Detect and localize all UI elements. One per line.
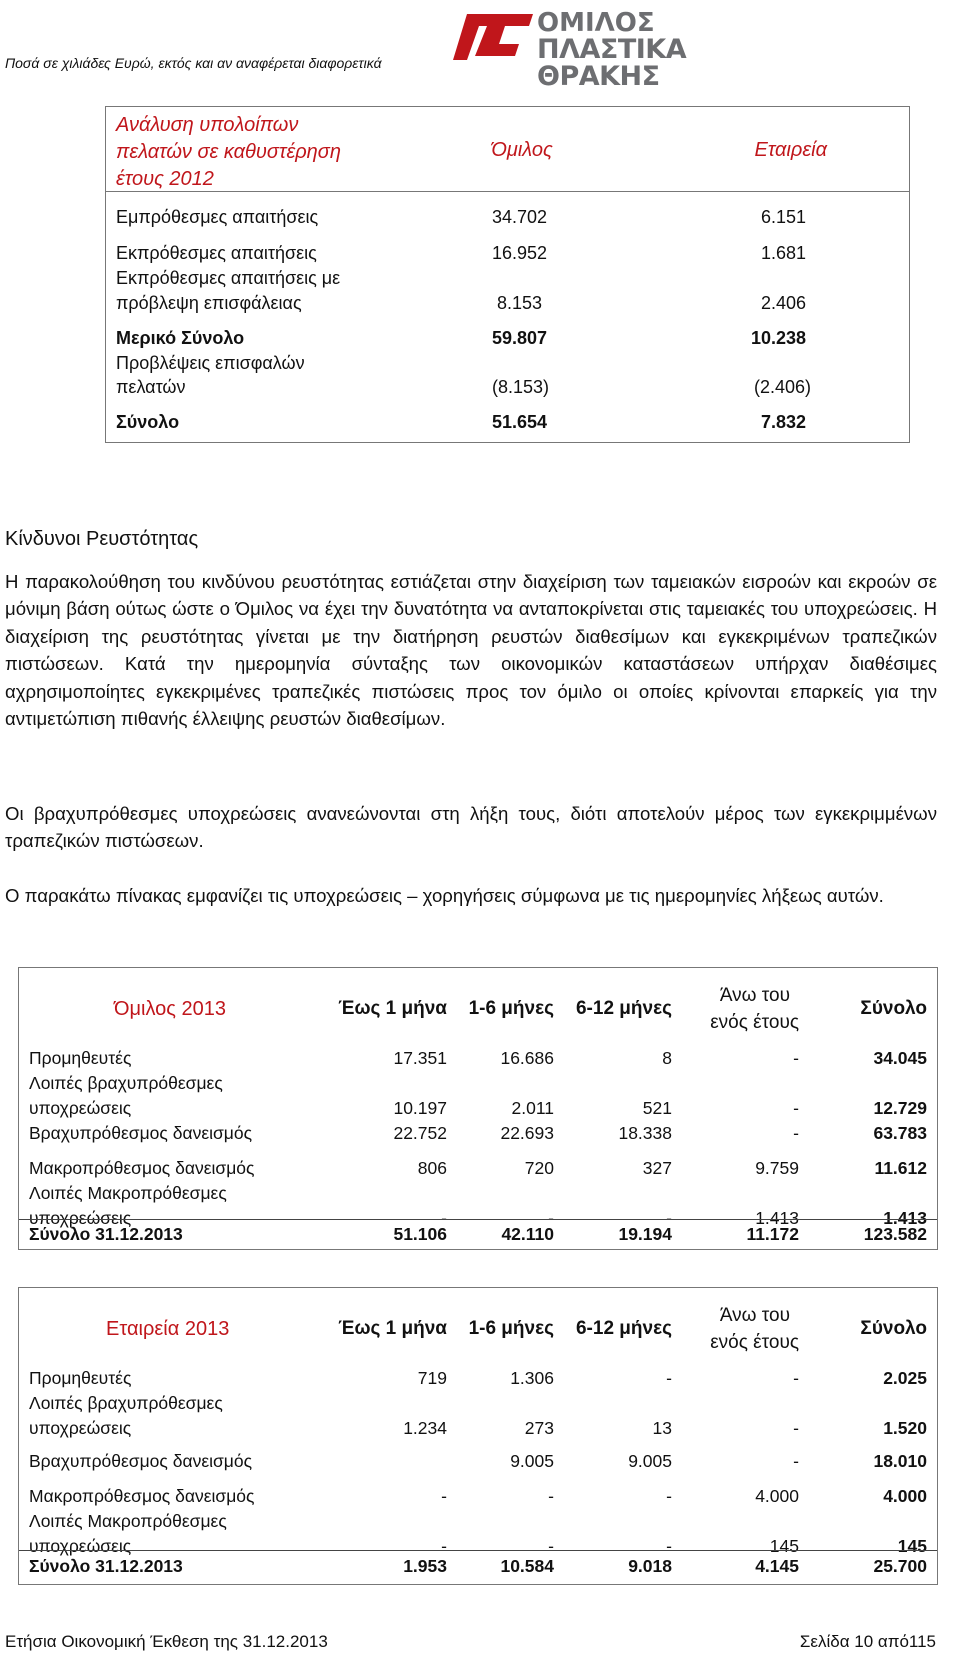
logo-line-2: ΠΛΑΣΤΙΚΑ ΘΡΑΚΗΣ — [537, 34, 687, 92]
total-divider — [19, 1550, 937, 1551]
footer-report-title: Ετήσια Οικονομική Έκθεση της 31.12.2013 — [5, 1632, 328, 1651]
col-group-header: Όμιλος — [491, 139, 553, 161]
overdue-title: Ανάλυση υπολοίπων πελατών σε καθυστέρηση έτους 2012 — [116, 114, 341, 190]
total-divider — [19, 1219, 937, 1220]
table-header: Εταιρεία 2013 Έως 1 μήνα 1-6 μήνες 6-12 μήνες Άνω του ενός έτους Σύνολο — [106, 1305, 927, 1353]
col-company-header: Εταιρεία — [754, 139, 827, 161]
paragraph-3: Ο παρακάτω πίνακας εμφανίζει τις υποχρεώσεις – χορηγήσεις σύμφωνα με τις ημερομηνίες λήξεως αυτών. — [5, 885, 884, 906]
logo-line-1: ΟΜΙΛΟΣ — [537, 8, 655, 38]
paragraph-1: Η παρακολούθηση του κινδύνου ρευστότητας εστιάζεται στην διαχείριση των ταμειακών εισροών και εκροών σε μόνιμη βάση ούτως ώστε ο Όμιλος να έχει την δυνατότητα να ανταποκρίνεται στις ταμειακές του υποχρεώσεις. Η διαχείριση της ρευστότητας γίνεται με την διατήρηση ρευστών διαθεσίμων και εγκεκριμένων τραπεζικών πιστώσεων. Κατά την ημερομηνία σύνταξης των οικονομικών καταστάσεων υπήρχαν διαθέσιμες αχρησιμοποίητες εγκεκριμένες τραπεζικές πιστώσεις προς τον όμιλο οι οποίες κρίνονται επαρκείς για την αντιμετώπιση πιθανής έλλειψης ρευστών διαθεσίμων. — [5, 571, 937, 730]
company-logo — [453, 8, 803, 92]
section-title: Κίνδυνοι Ρευστότητας — [5, 528, 199, 550]
overdue-receivables-table: Ανάλυση υπολοίπων πελατών σε καθυστέρηση έτους 2012 Όμιλος Εταιρεία Εμπρόθεσμες απαιτήσεις 34.702 6.151 Εκπρόθεσμες απαιτήσεις 16.952 1.681 Εκπρόθεσμες απαιτήσεις με πρόβλεψη επισφάλειας 8.153 2.406 Μερικό Σύνολο 59.807 10.238 Προβλέψεις επισφαλών πελατών (8.153) (2.406) Σύνολο 51.654 7.832 — [105, 106, 910, 443]
company-maturity-table: Εταιρεία 2013 Έως 1 μήνα 1-6 μήνες 6-12 μήνες Άνω του ενός έτους Σύνολο Προμηθευτές 719 1.306 - - 2.025 Λοιπές βραχυπρόθεσμες υποχρεώσεις 1.234 273 13 - 1.520 Βραχυπρόθεσμος δανεισμός 9.005 9.005 - 18.010 Μακροπρόθεσμος δανεισμός - - - 4.000 4.000 Λοιπές Μακροπρόθεσμες υποχρεώσεις - - - 145 145 Σύνολο 31.12.2013 1.953 10.584 9.018 4.145 25.700 — [18, 1287, 938, 1585]
table-header: Όμιλος 2013 Έως 1 μήνα 1-6 μήνες 6-12 μήνες Άνω του ενός έτους Σύνολο — [114, 985, 927, 1033]
group-maturity-table: Όμιλος 2013 Έως 1 μήνα 1-6 μήνες 6-12 μήνες Άνω του ενός έτους Σύνολο Προμηθευτές 17.351 16.686 8 - 34.045 Λοιπές βραχυπρόθεσμες υποχρεώσεις 10.197 2.011 521 - 12.729 Βραχυπρόθεσμος δανεισμός 22.752 22.693 18.338 - 63.783 Μακροπρόθεσμος δανεισμός 806 720 327 9.759 11.612 Λοιπές Μακροπρόθεσμες υποχρεώσεις - - - 1.413 1.413 Σύνολο 31.12.2013 51.106 42.110 19.194 11.172 123.582 — [18, 967, 938, 1250]
paragraph-2: Οι βραχυπρόθεσμες υποχρεώσεις ανανεώνονται στη λήξη τους, διότι αποτελούν μέρος των εγκεκριμμένων τραπεζικών πιστώσεων. — [5, 803, 937, 852]
logo-mark-icon — [453, 14, 533, 60]
currency-note: Ποσά σε χιλιάδες Ευρώ, εκτός και αν αναφέρεται διαφορετικά — [5, 55, 382, 71]
header-divider — [106, 191, 909, 192]
footer-page-number: Σελίδα 10 από115 — [799, 1632, 936, 1651]
